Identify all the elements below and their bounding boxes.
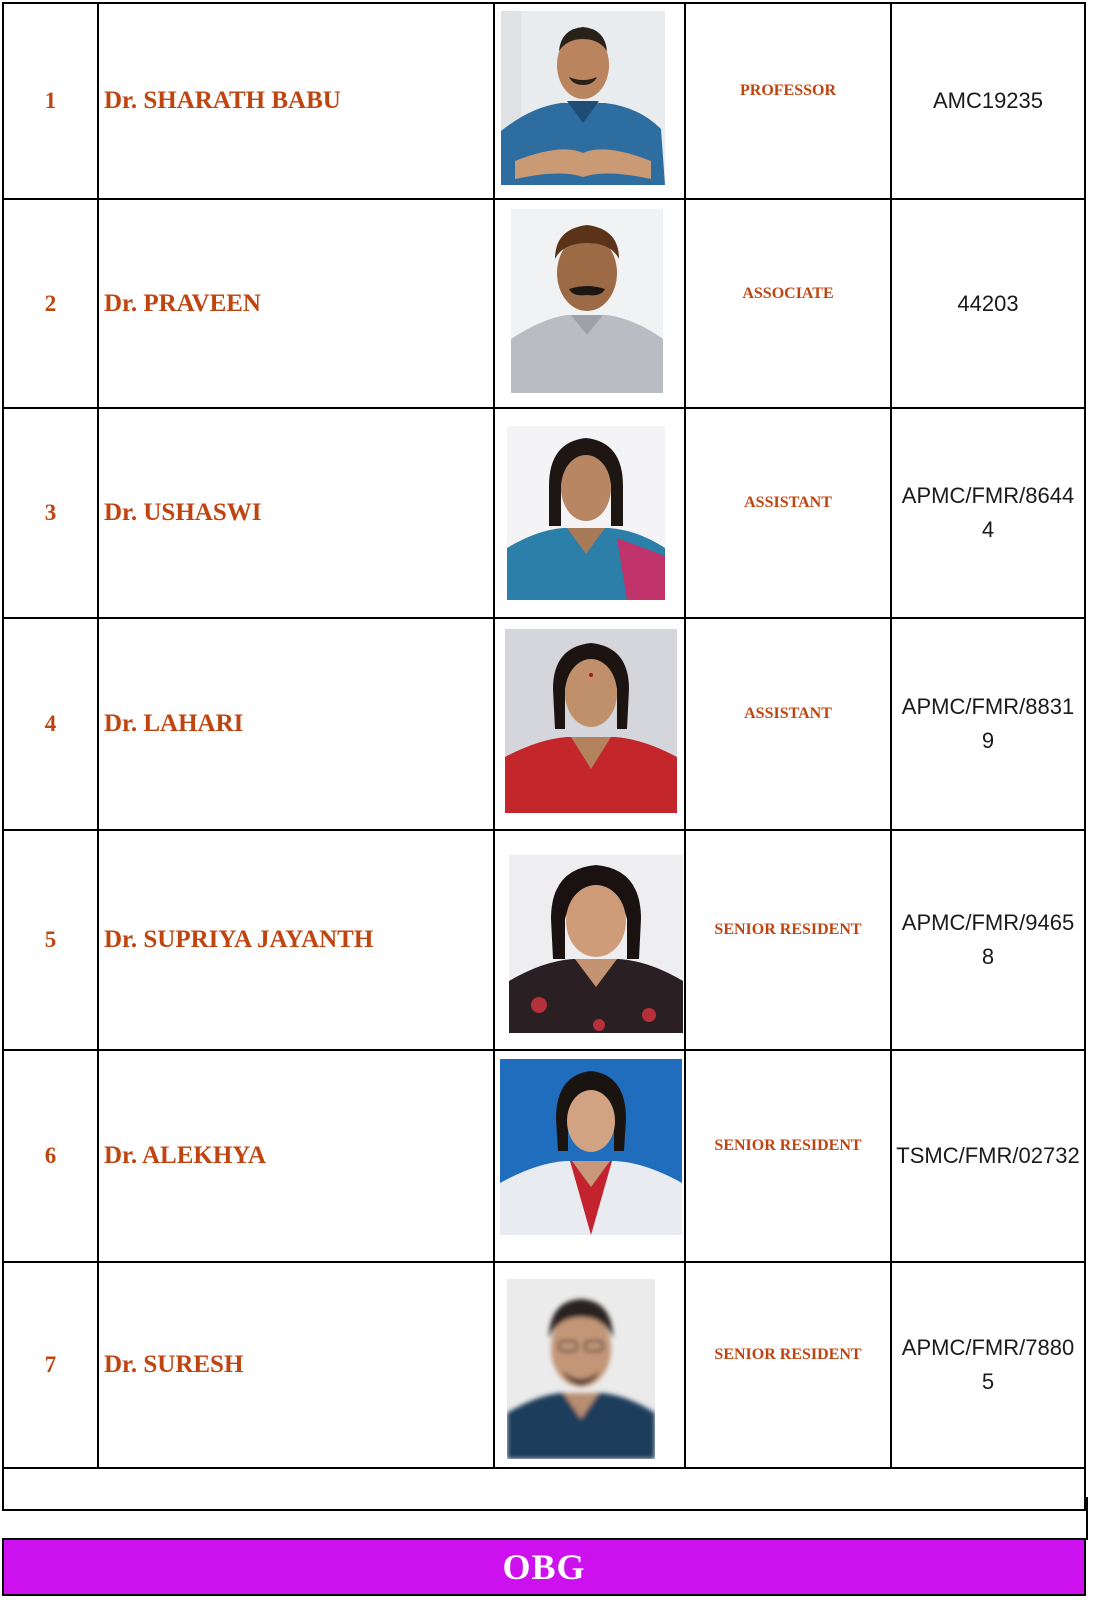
faculty-photo-cell bbox=[494, 199, 685, 408]
faculty-name: Dr. SHARATH BABU bbox=[98, 3, 494, 199]
serial-number: 2 bbox=[3, 199, 98, 408]
faculty-photo-cell bbox=[494, 3, 685, 199]
faculty-photo-cell bbox=[494, 1050, 685, 1262]
registration-number bbox=[891, 618, 1085, 830]
portrait-photo bbox=[500, 1059, 682, 1235]
registration-number: AMC19235 bbox=[891, 3, 1085, 199]
table-row bbox=[3, 1050, 1085, 1262]
portrait-photo bbox=[507, 426, 665, 600]
designation bbox=[685, 618, 891, 830]
portrait-photo bbox=[511, 209, 663, 393]
registration-text: TSMC/FMR/02732 bbox=[896, 1143, 1080, 1168]
designation-text: ASSOCIATE bbox=[742, 284, 834, 302]
designation bbox=[685, 1050, 891, 1262]
designation-text: SENIOR RESIDENT bbox=[714, 1137, 862, 1154]
registration-text: APMC/FMR/86444 bbox=[901, 483, 1075, 542]
border-line bbox=[1086, 1497, 1088, 1540]
serial-number: 4 bbox=[3, 618, 98, 830]
spacer-cell bbox=[3, 1468, 1085, 1510]
designation-text: SENIOR RESIDENT bbox=[714, 921, 862, 938]
faculty-photo-cell bbox=[494, 830, 685, 1050]
registration-number: 44203 bbox=[891, 199, 1085, 408]
registration-number bbox=[891, 1050, 1085, 1262]
faculty-name: Dr. USHASWI bbox=[98, 408, 494, 618]
faculty-name: Dr. LAHARI bbox=[98, 618, 494, 830]
table-row bbox=[3, 408, 1085, 618]
faculty-photo-cell bbox=[494, 408, 685, 618]
designation bbox=[685, 1262, 891, 1468]
faculty-photo-cell bbox=[494, 618, 685, 830]
registration-number bbox=[891, 1262, 1085, 1468]
table-row bbox=[3, 199, 1085, 408]
designation-text: PROFESSOR bbox=[739, 82, 836, 99]
table-row bbox=[3, 830, 1085, 1050]
faculty-photo-cell bbox=[494, 1262, 685, 1468]
serial-number: 1 bbox=[3, 3, 98, 199]
section-banner bbox=[2, 1538, 1086, 1596]
registration-text: APMC/FMR/88319 bbox=[901, 694, 1075, 753]
section-banner-title: OBG bbox=[502, 1547, 586, 1587]
portrait-photo bbox=[507, 1279, 655, 1459]
table-row bbox=[3, 1262, 1085, 1468]
designation bbox=[685, 3, 891, 199]
designation-text: ASSISTANT bbox=[744, 494, 832, 511]
faculty-name: Dr. PRAVEEN bbox=[98, 199, 494, 408]
serial-number: 5 bbox=[3, 830, 98, 1050]
registration-number bbox=[891, 408, 1085, 618]
portrait-photo bbox=[501, 11, 665, 185]
serial-number: 3 bbox=[3, 408, 98, 618]
faculty-name: Dr. SURESH bbox=[98, 1262, 494, 1468]
designation-text: SENIOR RESIDENT bbox=[714, 1346, 862, 1363]
portrait-photo bbox=[509, 855, 683, 1033]
registration-text: APMC/FMR/78805 bbox=[901, 1335, 1075, 1394]
faculty-name: Dr. SUPRIYA JAYANTH bbox=[98, 830, 494, 1050]
serial-number: 7 bbox=[3, 1262, 98, 1468]
faculty-table bbox=[2, 2, 1086, 1511]
registration-number bbox=[891, 830, 1085, 1050]
designation-text: ASSISTANT bbox=[744, 705, 832, 722]
table-row bbox=[3, 618, 1085, 830]
table-row bbox=[3, 3, 1085, 199]
faculty-name: Dr. ALEKHYA bbox=[98, 1050, 494, 1262]
designation bbox=[685, 408, 891, 618]
registration-text: APMC/FMR/94658 bbox=[901, 910, 1075, 969]
designation bbox=[685, 830, 891, 1050]
designation bbox=[685, 199, 891, 408]
serial-number: 6 bbox=[3, 1050, 98, 1262]
portrait-photo bbox=[505, 629, 677, 813]
spacer-row bbox=[3, 1468, 1085, 1510]
